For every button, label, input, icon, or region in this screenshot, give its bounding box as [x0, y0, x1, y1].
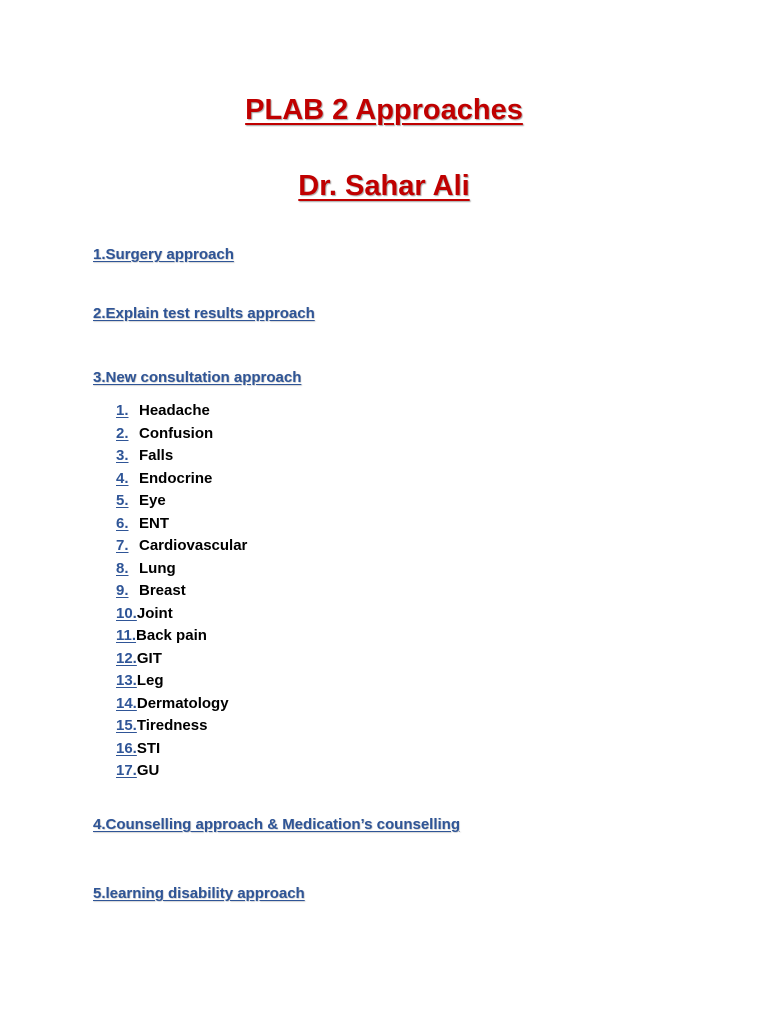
list-item	[116, 490, 247, 513]
list-item	[116, 445, 247, 468]
item-label: Endocrine	[139, 469, 213, 487]
section-learning-disability[interactable]: 5.learning disability approach	[93, 885, 305, 902]
item-number[interactable]: 11.	[116, 627, 137, 644]
list-item	[116, 760, 247, 783]
item-label: Confusion	[139, 424, 214, 442]
list-item	[116, 423, 247, 446]
list-item	[116, 715, 247, 738]
item-number[interactable]: 16.	[116, 739, 137, 757]
item-label: Headache	[139, 402, 210, 419]
item-number[interactable]: 6.	[116, 514, 129, 532]
list-item	[116, 625, 247, 648]
item-number[interactable]: 10.	[116, 604, 137, 622]
item-label: GU	[136, 762, 160, 779]
item-number[interactable]: 12.	[116, 649, 137, 667]
item-number[interactable]: 15.	[116, 717, 137, 734]
item-number[interactable]: 1.	[116, 402, 129, 419]
item-label: Eye	[139, 492, 166, 509]
list-item	[116, 535, 247, 558]
consultation-list	[116, 400, 247, 783]
section-counselling-approach[interactable]: 4.Counselling approach & Medication’s counselling	[93, 816, 460, 833]
item-label: Back pain	[136, 627, 207, 644]
list-item	[116, 558, 247, 581]
item-number[interactable]: 9.	[116, 582, 129, 599]
item-number[interactable]: 8.	[116, 559, 129, 577]
item-number[interactable]: 2.	[116, 424, 129, 442]
document-title: PLAB 2 Approaches	[245, 94, 523, 126]
list-item	[116, 400, 247, 423]
list-item	[116, 738, 247, 761]
item-label: Leg	[136, 672, 164, 689]
item-label: Lung	[139, 559, 176, 577]
item-label: Breast	[139, 582, 186, 599]
item-number[interactable]: 5.	[116, 492, 129, 509]
list-item	[116, 648, 247, 671]
section-explain-test-results[interactable]: 2.Explain test results approach	[93, 305, 315, 322]
item-number[interactable]: 17.	[116, 762, 137, 779]
list-item	[116, 513, 247, 536]
list-item	[116, 603, 247, 626]
item-label: STI	[136, 739, 161, 757]
item-label: Dermatology	[136, 694, 229, 712]
item-number[interactable]: 3.	[116, 447, 129, 464]
item-label: ENT	[139, 514, 169, 532]
item-number[interactable]: 7.	[116, 537, 129, 554]
item-number[interactable]: 13.	[116, 672, 137, 689]
list-item	[116, 693, 247, 716]
item-number[interactable]: 4.	[116, 469, 129, 487]
section-surgery-approach[interactable]: 1.Surgery approach	[93, 246, 234, 263]
section-new-consultation[interactable]: 3.New consultation approach	[93, 369, 302, 386]
item-label: Cardiovascular	[139, 537, 248, 554]
item-label: GIT	[136, 649, 162, 667]
item-label: Tiredness	[136, 717, 208, 734]
item-number[interactable]: 14.	[116, 694, 137, 712]
item-label: Joint	[136, 604, 173, 622]
list-item	[116, 468, 247, 491]
list-item	[116, 670, 247, 693]
item-label: Falls	[139, 447, 174, 464]
list-item	[116, 580, 247, 603]
document-author: Dr. Sahar Ali	[298, 170, 470, 202]
